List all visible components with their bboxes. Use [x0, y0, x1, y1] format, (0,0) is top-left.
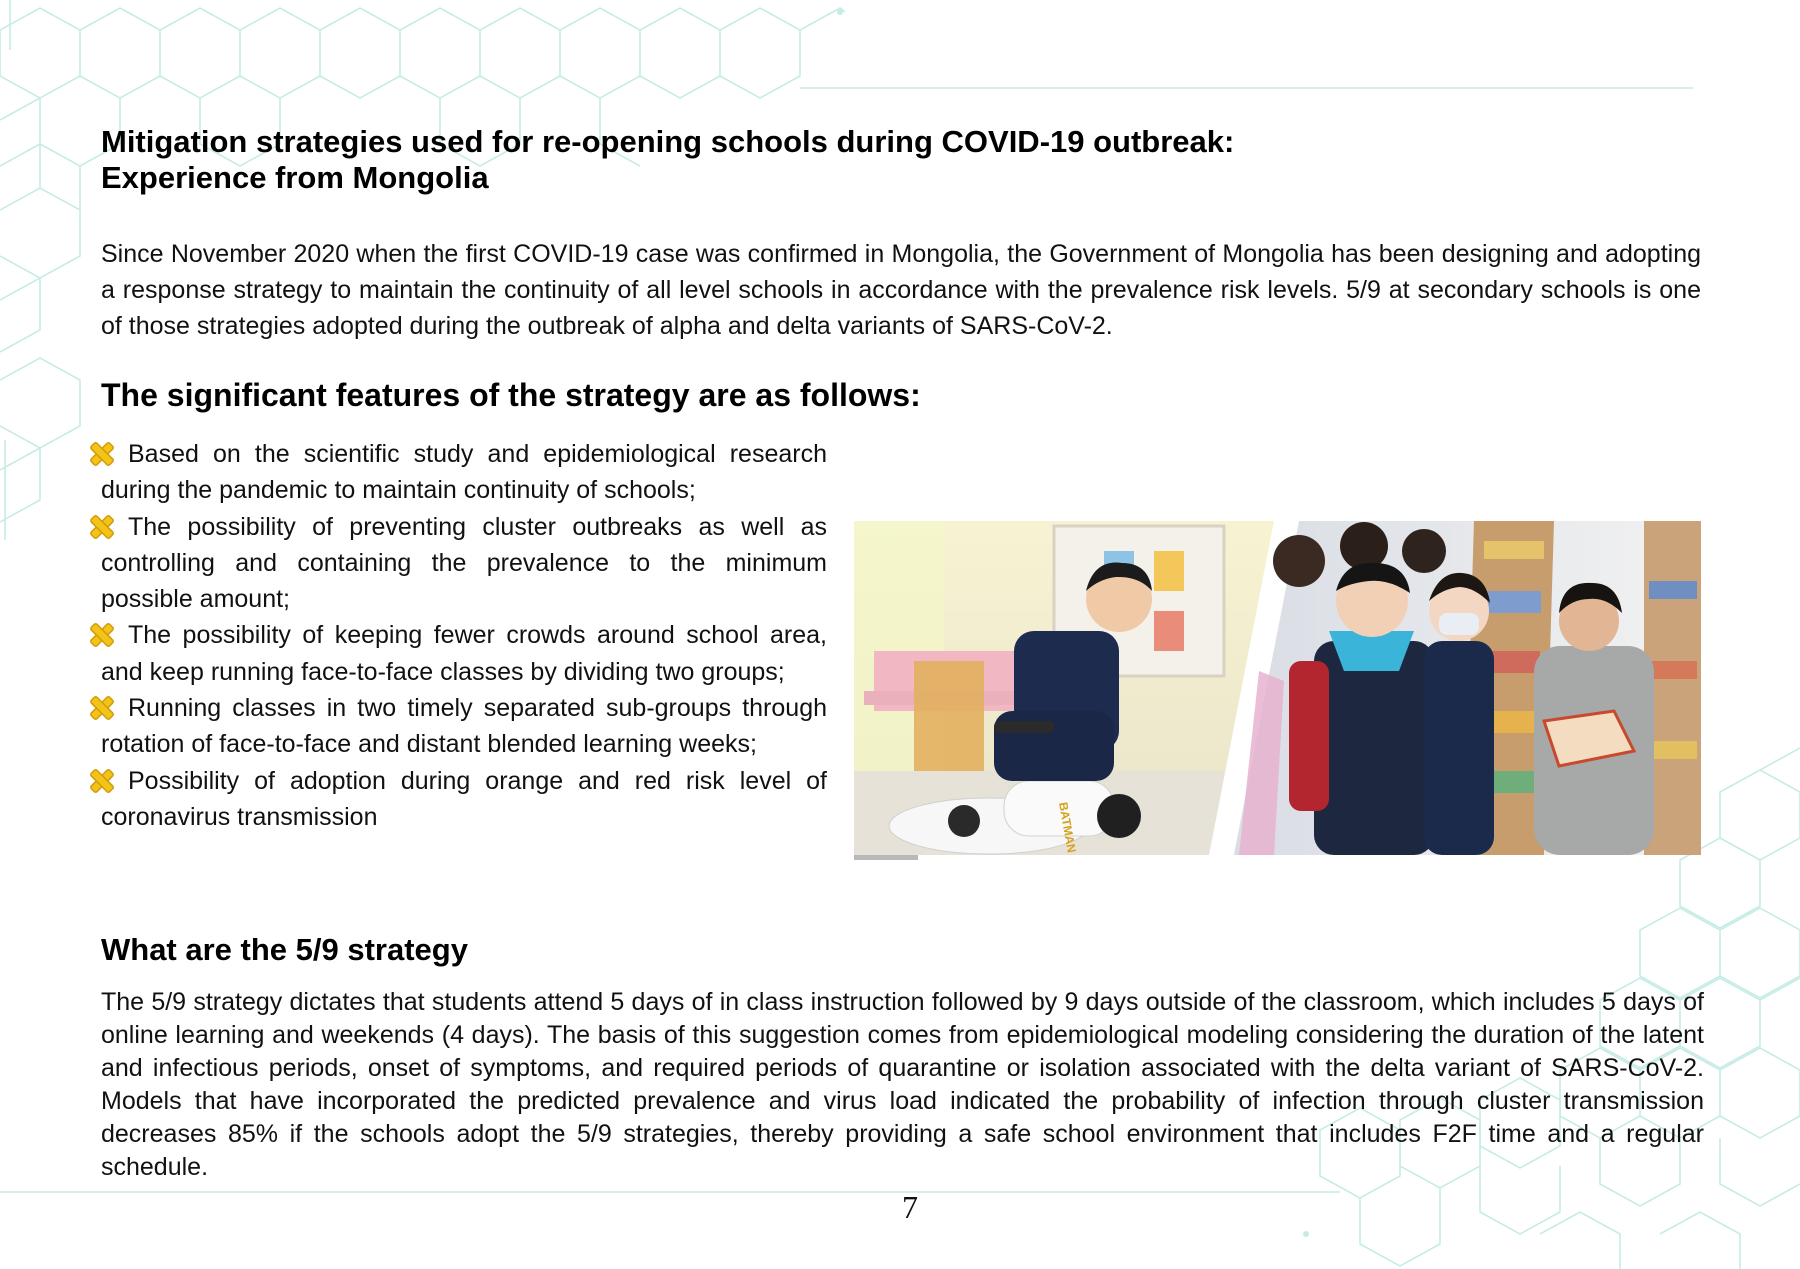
- yellow-cross-icon: [87, 620, 117, 650]
- yellow-cross-icon: [87, 766, 117, 796]
- page-title: [101, 124, 1501, 196]
- strategy-paragraph: The 5/9 strategy dictates that students attend 5 days of in class instruction followed by 9 days outside of the classroom, which includes 5 days of online learning and weekends (4 days). The basis of this suggestion comes from epidemiological modeling considering the duration of the latent and infectious periods, onset of symptoms, and required periods of quarantine or isolation associated with the delta variant of SARS-CoV-2. Models that have incorporated the predicted prevalence and virus load indicated the probability of infection through cluster transmission decreases 85% if the schools adopt the 5/9 strategies, thereby providing a safe school environment that includes F2F time and a regular schedule.: [101, 988, 1704, 1181]
- feature-text: The possibility of preventing cluster outbreaks as well as controlling and containing the prevalence to the minimum possible amount;: [101, 512, 827, 614]
- intro-paragraph: Since November 2020 when the first COVID-19 case was confirmed in Mongolia, the Government of Mongolia has been designing and adopting a response strategy to maintain the continuity of all level schools in accordance with the prevalence risk levels. 5/9 at secondary schools is one of those strategies adopted during the outbreak of alpha and delta variants of SARS-CoV-2.: [101, 240, 1701, 340]
- feature-text: The possibility of keeping fewer crowds around school area, and keep running face-to-face classes by dividing two groups;: [101, 621, 827, 686]
- school-children-photo: [854, 521, 1701, 855]
- toy-car-text: BATMAN: [1056, 801, 1079, 854]
- page-number: 7: [902, 1189, 918, 1225]
- photo-caption-bar: [854, 855, 918, 860]
- list-item: [101, 509, 827, 618]
- list-item: [101, 690, 827, 763]
- features-list: [101, 436, 827, 835]
- title-line-2: Experience from Mongolia: [101, 160, 489, 195]
- yellow-cross-icon: [87, 512, 117, 542]
- list-item: [101, 617, 827, 690]
- list-item: [101, 436, 827, 509]
- title-line-1: Mitigation strategies used for re-opening schools during COVID-19 outbreak:: [101, 124, 1235, 159]
- feature-text: Running classes in two timely separated sub-groups through rotation of face-to-face and distant blended learning weeks;: [101, 694, 827, 759]
- list-item: [101, 763, 827, 836]
- yellow-cross-icon: [87, 439, 117, 469]
- strategy-heading: What are the 5/9 strategy: [101, 932, 468, 967]
- yellow-cross-icon: [87, 693, 117, 723]
- feature-text: Possibility of adoption during orange and red risk level of coronavirus transmission: [101, 766, 827, 831]
- feature-text: Based on the scientific study and epidemiological research during the pandemic to maintain continuity of schools;: [101, 440, 827, 505]
- features-heading: The significant features of the strategy are as follows:: [101, 377, 921, 413]
